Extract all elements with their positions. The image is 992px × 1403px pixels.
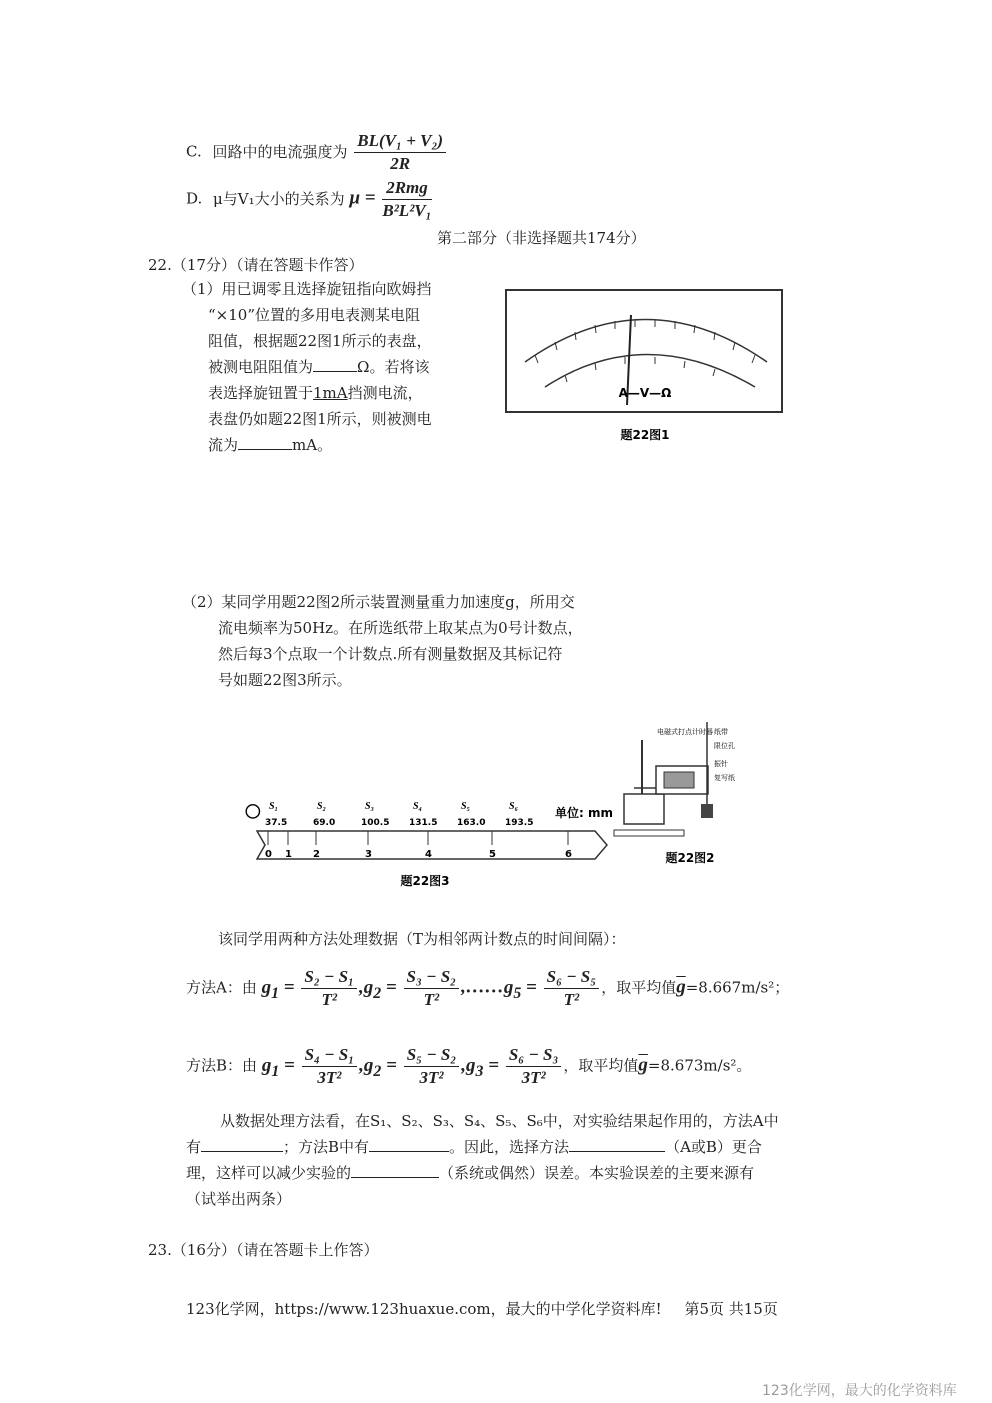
tape-segment-value-6: 193.5: [505, 818, 534, 828]
page-footer: [186, 1298, 778, 1319]
tape-segment-label-1: S₁: [269, 801, 279, 812]
footer-page: 第5页 共15页: [684, 1300, 778, 1318]
q22-p1-line7b: mA。: [292, 436, 333, 454]
method-b-frac3: [506, 1044, 562, 1089]
analysis-line2a: 有: [186, 1138, 202, 1156]
analysis-line1: 从数据处理方法看，在S₁、S₂、S₃、S₄、S₅、S₆中，对实验结果起作用的，方法A中: [220, 1112, 779, 1130]
tape-segment-label-6: S₆: [509, 801, 519, 812]
analysis-line2: [186, 1134, 779, 1160]
option-d-lhs: μ =: [349, 187, 376, 209]
option-c-numerator: BL(V₁ + V₂): [354, 130, 446, 153]
meter-label: A—V—Ω: [618, 386, 672, 400]
tape-segment-value-5: 163.0: [457, 818, 486, 828]
method-b-label: 方法B：由: [186, 1056, 258, 1075]
analysis-line3: [186, 1160, 779, 1186]
tape-point-4: 4: [425, 849, 432, 860]
option-c-fraction: [354, 130, 446, 175]
resistance-answer-blank[interactable]: [313, 357, 357, 372]
analysis-line3a: 理，这样可以减少实验的: [186, 1164, 352, 1182]
option-d-denominator: B²L²V₁: [382, 201, 432, 220]
analysis-line2b: ；方法B中有: [283, 1138, 370, 1156]
device-label-timer: 电磁式打点计时器: [657, 728, 713, 736]
tape-segment-label-4: S₄: [413, 801, 423, 812]
tape-point-3: 3: [365, 849, 372, 860]
q22-p1-line7: [182, 432, 432, 458]
option-c-denominator: 2R: [390, 154, 411, 173]
device-label-needle: 振针: [714, 760, 728, 768]
option-d: [186, 177, 434, 222]
method-b-frac1: [302, 1044, 358, 1089]
q22-p1-line5u: 1mA: [313, 384, 348, 402]
method-a-frac1: [301, 966, 357, 1011]
method-b-frac2: [404, 1044, 460, 1089]
method-a-frac2-den: T²: [423, 990, 440, 1009]
method-choice-blank[interactable]: [569, 1137, 665, 1152]
ticker-tape-figure: [235, 795, 615, 890]
q22-p1-line5b: 挡测电流，: [347, 384, 423, 402]
q22-part2-text: [182, 589, 583, 693]
method-a-frac1-den: T²: [321, 990, 337, 1009]
method-a-answer-blank[interactable]: [201, 1137, 283, 1152]
q22-p1-line4a: 被测电阻阻值为: [208, 358, 314, 376]
method-a-frac3: [544, 966, 600, 1011]
tape-point-0: 0: [265, 849, 272, 860]
error-type-blank[interactable]: [351, 1163, 439, 1178]
q22-p1-line4: [182, 354, 432, 380]
q22-p2-line1: （2）某同学用题22图2所示装置测量重力加速度g，所用交: [182, 593, 575, 611]
watermark: 123化学网，最大的化学资料库: [762, 1383, 957, 1399]
method-b-answer-blank[interactable]: [369, 1137, 449, 1152]
method-a-label: 方法A：由: [186, 978, 257, 997]
footer-text: 123化学网，https://www.123huaxue.com，最大的中学化学资料库!: [186, 1300, 662, 1318]
option-d-text: μ与V₁大小的关系为: [213, 189, 345, 208]
tape-segment-label-5: S₅: [461, 801, 471, 812]
q22-p2-line2: 流电频率为50Hz。在所选纸带上取某点为0号计数点，: [218, 619, 583, 637]
method-b-tail: ，取平均值: [563, 1056, 639, 1075]
method-a-frac2-num: S₃ − S₂: [404, 966, 460, 989]
q22-p1-line4b: Ω。若将该: [357, 358, 430, 376]
fig3-caption: 题22图3: [400, 874, 450, 888]
method-a-value: =8.667m/s²；: [685, 978, 790, 997]
method-b-frac2-den: 3T²: [419, 1068, 444, 1087]
tape-unit: 单位: mm: [555, 806, 613, 820]
option-c-text: 回路中的电流强度为: [212, 142, 348, 161]
analysis-line4: （试举出两条）: [186, 1190, 292, 1208]
analysis-line3b: （系统或偶然）误差。本实验误差的主要来源有: [439, 1164, 755, 1182]
method-b: 方法B：由 $g_1$ = $\frac{\text{S₄ − S₁}}{\text{3T²}}$ $,g_2$ = $\frac{\text{S₅ − S₂}}{\text{3T²}}$ $,g_3$ = $\frac{\text{S₆ − S₃}}{\text{3T²}}$ ，取平均值$\overline{g}=8.673m/s^2$。: [186, 1045, 752, 1087]
method-a-frac1-num: S₂ − S₁: [301, 966, 357, 989]
q23-header: 23.（16分）（请在答题卡上作答）: [148, 1241, 379, 1259]
q22-p1-line6: 表盘仍如题22图1所示，则被测电: [208, 410, 432, 428]
method-a-frac2: [404, 966, 460, 1011]
analysis-text: [186, 1108, 779, 1212]
method-b-frac1-num: S₄ − S₁: [302, 1044, 358, 1067]
apparatus-figure: [612, 718, 792, 868]
tape-segment-value-2: 69.0: [313, 818, 336, 828]
method-b-frac3-den: 3T²: [521, 1068, 546, 1087]
method-a-dots: ,……: [461, 976, 504, 998]
option-d-fraction: [382, 177, 431, 222]
q22-p2-line4: 号如题22图3所示。: [218, 671, 352, 689]
option-c-label: C.: [186, 142, 202, 161]
device-label-tape: 纸带: [714, 728, 728, 736]
analysis-line2d: （A或B）更合: [665, 1138, 762, 1156]
tape-segment-value-4: 131.5: [409, 818, 438, 828]
method-b-frac1-den: 3T²: [317, 1068, 342, 1087]
q22-header: 22.（17分）（请在答题卡作答）: [148, 256, 364, 274]
meter-caption: 题22图1: [620, 428, 670, 442]
tape-segment-value-3: 100.5: [361, 818, 390, 828]
option-c: [186, 130, 448, 175]
multimeter-dial-figure: [505, 287, 785, 447]
device-label-carbon: 复写纸: [714, 774, 735, 782]
device-label-hole: 限位孔: [714, 742, 735, 750]
q22-p1-line2: “×10”位置的多用电表测某电阻: [208, 306, 420, 324]
q22-p1-line5: [182, 380, 432, 406]
tape-point-2: 2: [313, 849, 320, 860]
tape-point-1: 1: [285, 849, 292, 860]
option-d-numerator: 2Rmg: [382, 177, 431, 200]
option-d-label: D.: [186, 189, 203, 208]
q22-p2-line3: 然后每3个点取一个计数点.所有测量数据及其标记符: [218, 645, 563, 663]
method-intro: 该同学用两种方法处理数据（T为相邻两计数点的时间间隔）：: [218, 930, 626, 948]
q22-p1-line5a: 表选择旋钮置于: [208, 384, 314, 402]
current-answer-blank[interactable]: [238, 435, 292, 450]
section-title: 第二部分（非选择题共174分）: [437, 229, 646, 247]
method-b-frac2-num: S₅ − S₂: [404, 1044, 460, 1067]
analysis-line2c: 。因此，选择方法: [449, 1138, 570, 1156]
q22-p1-line1: （1）用已调零且选择旋钮指向欧姆挡: [182, 280, 432, 298]
tape-segment-label-2: S₂: [317, 801, 327, 812]
tape-segment-value-1: 37.5: [265, 818, 288, 828]
q22-p1-line3: 阻值，根据题22图1所示的表盘，: [208, 332, 432, 350]
tape-point-5: 5: [489, 849, 496, 860]
fig2-caption: 题22图2: [665, 851, 715, 865]
method-a-frac3-num: S₆ − S₅: [544, 966, 600, 989]
tape-segment-label-3: S₃: [365, 801, 375, 812]
method-b-value: =8.673m/s²。: [647, 1056, 752, 1075]
method-a-tail: ，取平均值: [601, 978, 677, 997]
method-a: 方法A：由 $g_1$ = $\frac{\text{S₂ − S₁}}{\text{T²}}$ $,g_2$ = $\frac{\text{S₃ − S₂}}{\text{T²}}$ $,\dots\dots g_5$ = $\frac{\text{S₆ − S₅}}{\text{T²}}$ ，取平均值$\overline{g}=8.667m/s^2$；: [186, 967, 790, 1009]
q22-p1-line7a: 流为: [208, 436, 239, 454]
tape-circle-mark: ◯: [245, 804, 261, 819]
tape-point-6: 6: [565, 849, 572, 860]
method-a-frac3-den: T²: [563, 990, 580, 1009]
q22-part1-text: [182, 276, 432, 458]
method-b-frac3-num: S₆ − S₃: [506, 1044, 562, 1067]
